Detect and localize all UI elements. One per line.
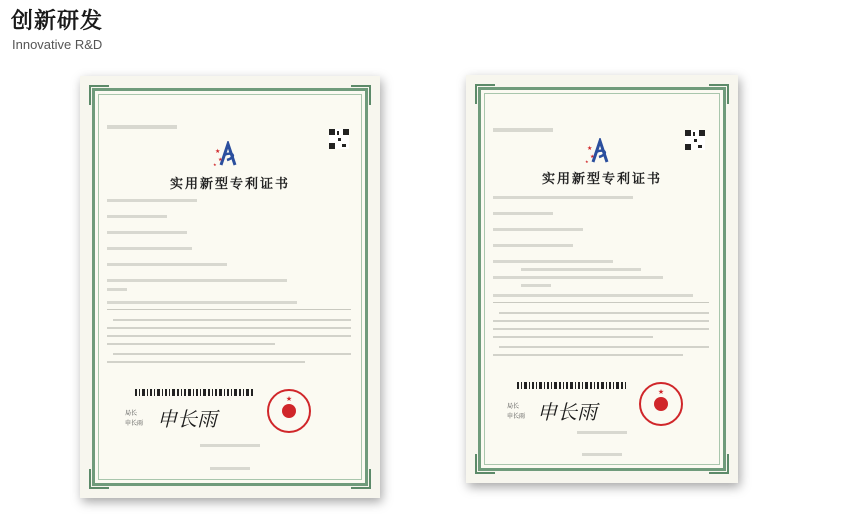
svg-text:★: ★ <box>585 159 589 164</box>
certificate-number <box>107 125 177 129</box>
barcode <box>135 389 255 396</box>
signature-label: 局长 申长雨 <box>507 403 526 420</box>
certificate-title: 实用新型专利证书 <box>169 177 290 192</box>
section-title: 创新研发 <box>11 9 104 34</box>
certificate-title: 实用新型专利证书 <box>541 172 662 187</box>
watermark <box>300 244 315 253</box>
certificate-border <box>478 87 726 471</box>
certificate-number <box>493 128 553 132</box>
patent-certificate-2 <box>466 75 738 483</box>
certificate-border <box>92 88 368 486</box>
svg-text:★: ★ <box>213 162 217 167</box>
qr-code-icon <box>685 130 705 150</box>
cnipa-logo-icon <box>585 138 615 164</box>
signature: 申长雨 <box>157 407 217 431</box>
official-seal-icon: ★ <box>639 382 683 426</box>
svg-text:★: ★ <box>218 157 223 163</box>
qr-code-icon <box>329 129 349 149</box>
svg-text:★: ★ <box>587 145 593 152</box>
svg-text:★: ★ <box>590 154 595 160</box>
svg-text:★: ★ <box>215 148 221 155</box>
signature-label: 局长 申长雨 <box>125 410 144 427</box>
patent-certificate-1 <box>80 76 380 498</box>
cnipa-logo-icon <box>213 141 243 167</box>
barcode <box>517 382 627 389</box>
signature: 申长雨 <box>537 400 597 424</box>
section-subtitle: Innovative R&D <box>12 37 103 52</box>
official-seal-icon: ★ <box>267 389 311 433</box>
